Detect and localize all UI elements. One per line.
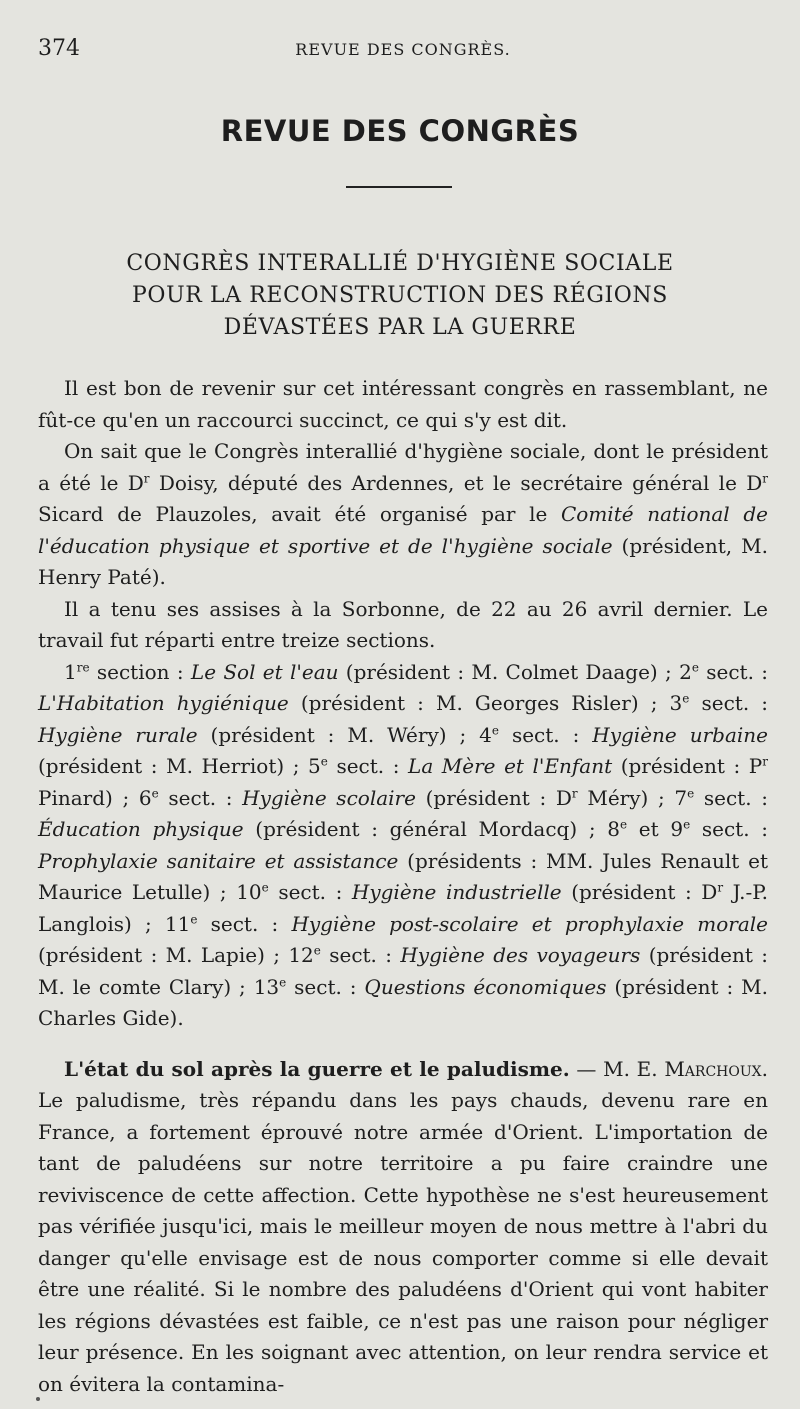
congress-title-line-2: POUR LA RECONSTRUCTION DES RÉGIONS bbox=[132, 283, 668, 308]
paragraph-paludism: L'état du sol après la guerre et le paludisme. — M. E. Marchoux. Le paludisme, très répandu dans les pays chauds, devenu rare en France, a fortement éprouvé notre armée d'Orient. L'importation de tant de paludéens sur notre territoire a pu faire craindre une reviviscence de cette affection. Cette hypothèse ne s'est heureusement pas vérifiée jusqu'ici, mais le meilleur moyen de nous mettre à l'abri du danger qu'elle envisage est de nous comporter comme si elle devait être une réalité. Si le nombre des paludéens d'Orient qui vont habiter les régions dévastées est faible, ce n'est pas une raison pour négliger leur présence. En les soignant avec attention, on leur rendra service et on évitera la contamina- bbox=[38, 1056, 768, 1396]
article-heading: L'état du sol après la guerre et le paludisme. bbox=[64, 1056, 570, 1081]
congress-title-line-3: DÉVASTÉES PAR LA GUERRE bbox=[223, 315, 577, 340]
author-name: Marchoux bbox=[664, 1056, 762, 1081]
article-body bbox=[38, 373, 768, 1400]
section-title: REVUE DES CONGRÈS bbox=[220, 114, 580, 148]
paragraph-intro: Il est bon de revenir sur cet intéressant congrès en rassemblant, ne fût-ce qu'en un raccourci succinct, ce qui s'y est dit. bbox=[38, 376, 768, 432]
committee-name: Comité national de l'éducation physique et sportive et de l'hygiène sociale bbox=[38, 502, 768, 558]
page-number: 374 bbox=[38, 36, 80, 61]
paragraph-sections: 1re section : Le Sol et l'eau (président : M. Colmet Daage) ; 2e sect. : L'Habitation hygiénique (président : M. Georges Risler) ; 3e sect. : Hygiène rurale (président : M. Wéry) ; 4e sect. : Hygiène urbaine (président : M. Herriot) ; 5e sect. : La Mère et l'Enfant (président : $P^r$ Pinard) ; 6e sect. : Hygiène scolaire (président : $D^r$ Méry) ; 7e sect. : Éducation physique (président : général Mordacq) ; 8e et 9e sect. : Prophylaxie sanitaire et assistance (présidents : MM. Jules Renault et Maurice Letulle) ; 10e sect. : Hygiène industrielle (président : $D^r$ J.-P. Langlois) ; 11e sect. : Hygiène post-scolaire et prophylaxie morale (président : M. Lapie) ; 12e sect. : Hygiène des voyageurs (président : M. le comte Clary) ; 13e sect. : Questions économiques (président : M. Charles Gide). bbox=[38, 659, 769, 1030]
congress-title bbox=[0, 248, 800, 344]
paragraph-sessions: Il a tenu ses assises à la Sorbonne, de 22 au 26 avril dernier. Le travail fut réparti entre treize sections. bbox=[38, 596, 768, 652]
running-title: REVUE DES CONGRÈS. bbox=[295, 40, 511, 59]
paragraph-organisation: On sait que le Congrès interallié d'hygiène sociale, dont le président a été le $D^r$ Doisy, député des Ardennes, et le secrétaire général le $D^r$ Sicard de Plauzoles, avait été organisé par le Comité national de l'éducation physique et sportive et de l'hygiène sociale (président, M. Henry Paté). bbox=[38, 439, 768, 589]
running-head bbox=[38, 36, 768, 66]
congress-title-line-1: CONGRÈS INTERALLIÉ D'HYGIÈNE SOCIALE bbox=[126, 251, 674, 276]
title-rule bbox=[346, 186, 452, 188]
print-speck bbox=[36, 1397, 40, 1401]
